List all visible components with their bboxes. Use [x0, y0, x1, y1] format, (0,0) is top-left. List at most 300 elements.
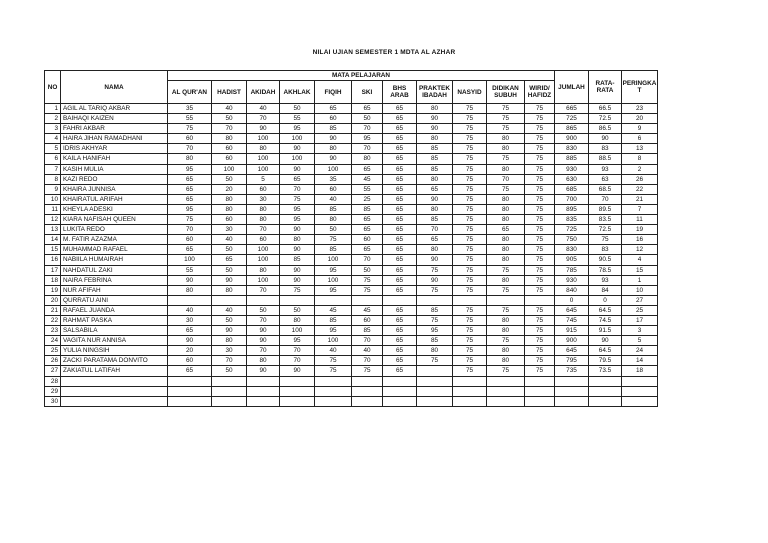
score-cell: [487, 295, 525, 305]
row-number: 14: [45, 235, 61, 245]
score-cell: 665: [555, 104, 589, 114]
header-no: NO: [45, 71, 61, 104]
score-cell: 70: [247, 285, 280, 295]
table-row: [45, 366, 658, 376]
score-cell: 70: [487, 174, 525, 184]
score-cell: 18: [622, 366, 658, 376]
score-cell: 21: [622, 194, 658, 204]
score-cell: 45: [315, 305, 352, 315]
score-cell: 75: [487, 104, 525, 114]
score-cell: 750: [555, 235, 589, 245]
student-name: MUHAMMAD RAFAEL: [61, 245, 168, 255]
score-cell: [315, 295, 352, 305]
score-cell: 75: [525, 255, 555, 265]
student-name: AGIL AL TARIQ AKBAR: [61, 104, 168, 114]
table-row: [45, 336, 658, 346]
score-cell: 75: [315, 235, 352, 245]
score-cell: 75: [525, 265, 555, 275]
row-number: 1: [45, 104, 61, 114]
score-cell: [555, 386, 589, 396]
student-name: [61, 396, 168, 406]
table-row: [45, 346, 658, 356]
score-cell: 685: [555, 184, 589, 194]
score-cell: 80: [487, 315, 525, 325]
table-row: [45, 326, 658, 336]
score-cell: 85: [417, 336, 453, 346]
score-cell: 72.5: [589, 114, 622, 124]
score-cell: 95: [280, 124, 315, 134]
score-cell: 75: [525, 124, 555, 134]
student-name: YULIA NINGSIH: [61, 346, 168, 356]
score-cell: 900: [555, 134, 589, 144]
table-row: [45, 194, 658, 204]
score-cell: 90: [247, 124, 280, 134]
score-cell: 75: [453, 204, 487, 214]
score-cell: 80: [212, 134, 247, 144]
score-cell: 80: [315, 215, 352, 225]
document-title: NILAI UJIAN SEMESTER 1 MDTA AL AZHAR: [312, 49, 456, 56]
score-cell: 65: [383, 356, 417, 366]
score-cell: 75: [453, 134, 487, 144]
score-cell: [525, 386, 555, 396]
row-number: 22: [45, 315, 61, 325]
score-cell: 40: [212, 305, 247, 315]
score-cell: 65: [352, 215, 383, 225]
table-row: [45, 184, 658, 194]
score-cell: 2: [622, 164, 658, 174]
score-cell: 70: [212, 356, 247, 366]
score-cell: 70: [417, 225, 453, 235]
score-cell: 40: [315, 194, 352, 204]
score-cell: 75: [525, 356, 555, 366]
score-cell: 65: [352, 245, 383, 255]
table-row: [45, 144, 658, 154]
score-cell: 80: [487, 326, 525, 336]
score-cell: 75: [487, 366, 525, 376]
row-number: 28: [45, 376, 61, 386]
score-cell: 60: [247, 184, 280, 194]
score-cell: 50: [315, 225, 352, 235]
score-cell: [417, 376, 453, 386]
score-cell: 75: [525, 134, 555, 144]
row-number: 5: [45, 144, 61, 154]
row-number: 17: [45, 265, 61, 275]
score-cell: 85: [417, 154, 453, 164]
score-cell: 100: [247, 164, 280, 174]
score-cell: [487, 386, 525, 396]
score-cell: 75: [487, 184, 525, 194]
score-cell: 91.5: [589, 326, 622, 336]
score-cell: 30: [212, 225, 247, 235]
row-number: 7: [45, 164, 61, 174]
score-cell: 79.5: [589, 356, 622, 366]
score-cell: [168, 376, 212, 386]
score-cell: 25: [352, 194, 383, 204]
score-cell: 70: [247, 346, 280, 356]
header-subject: AKHLAK: [280, 81, 315, 104]
score-cell: 74.5: [589, 315, 622, 325]
student-name: SALSABILA: [61, 326, 168, 336]
score-cell: 65: [383, 124, 417, 134]
score-cell: 75: [525, 184, 555, 194]
score-cell: 65: [383, 204, 417, 214]
score-cell: 13: [622, 144, 658, 154]
score-cell: 25: [622, 305, 658, 315]
score-cell: 85: [417, 144, 453, 154]
score-cell: 50: [212, 174, 247, 184]
score-cell: 68.5: [589, 184, 622, 194]
student-name: KHEYLA ADESKI: [61, 204, 168, 214]
score-cell: 65: [383, 366, 417, 376]
student-name: KASIH MULIA: [61, 164, 168, 174]
score-cell: 90: [417, 255, 453, 265]
score-cell: 50: [280, 305, 315, 315]
row-number: 26: [45, 356, 61, 366]
score-cell: 840: [555, 285, 589, 295]
student-name: NAIRA FEBRINA: [61, 275, 168, 285]
score-cell: 65: [383, 315, 417, 325]
score-cell: 70: [280, 184, 315, 194]
score-cell: 40: [212, 235, 247, 245]
score-cell: 75: [453, 154, 487, 164]
score-cell: 65: [383, 114, 417, 124]
score-cell: 90: [417, 114, 453, 124]
header-subject: SKI: [352, 81, 383, 104]
score-cell: 8: [622, 154, 658, 164]
table-row: [45, 265, 658, 275]
table-row: [45, 396, 658, 406]
score-cell: [453, 396, 487, 406]
score-cell: 100: [247, 275, 280, 285]
score-cell: 35: [168, 104, 212, 114]
score-cell: 80: [212, 204, 247, 214]
score-cell: 100: [280, 134, 315, 144]
score-cell: 80: [417, 204, 453, 214]
score-cell: 645: [555, 346, 589, 356]
score-cell: [417, 366, 453, 376]
score-cell: 65: [383, 104, 417, 114]
score-cell: [247, 396, 280, 406]
score-cell: 70: [352, 336, 383, 346]
score-cell: 700: [555, 194, 589, 204]
score-cell: 75: [487, 305, 525, 315]
score-cell: 65: [383, 265, 417, 275]
score-cell: 66.5: [589, 104, 622, 114]
score-cell: 5: [247, 174, 280, 184]
score-cell: 65: [487, 225, 525, 235]
score-cell: 12: [622, 245, 658, 255]
score-cell: 65: [168, 194, 212, 204]
score-cell: 100: [315, 164, 352, 174]
score-cell: 75: [453, 114, 487, 124]
score-cell: 85: [315, 315, 352, 325]
score-cell: 885: [555, 154, 589, 164]
score-cell: 70: [280, 346, 315, 356]
header-subject: AKIDAH: [247, 81, 280, 104]
score-cell: 60: [247, 235, 280, 245]
student-name: RAFAEL JUANDA: [61, 305, 168, 315]
row-number: 15: [45, 245, 61, 255]
score-cell: 78.5: [589, 265, 622, 275]
table-row: [45, 376, 658, 386]
score-cell: 80: [212, 285, 247, 295]
score-cell: 75: [525, 336, 555, 346]
score-cell: 80: [487, 194, 525, 204]
table-row: [45, 356, 658, 366]
header-subject: BHS ARAB: [383, 81, 417, 104]
score-cell: 75: [453, 184, 487, 194]
score-cell: 75: [352, 275, 383, 285]
score-cell: 645: [555, 305, 589, 315]
score-cell: [315, 386, 352, 396]
score-cell: 100: [315, 255, 352, 265]
table-row: [45, 164, 658, 174]
score-cell: 795: [555, 356, 589, 366]
row-number: 20: [45, 295, 61, 305]
score-cell: [589, 376, 622, 386]
score-cell: 35: [315, 174, 352, 184]
table-row: [45, 295, 658, 305]
score-cell: 20: [622, 114, 658, 124]
score-cell: 73.5: [589, 366, 622, 376]
table-row: [45, 124, 658, 134]
row-number: 3: [45, 124, 61, 134]
student-name: NABIILA HUMAIRAH: [61, 255, 168, 265]
score-cell: [280, 376, 315, 386]
score-cell: 725: [555, 114, 589, 124]
score-cell: 50: [280, 104, 315, 114]
score-cell: 75: [453, 245, 487, 255]
score-cell: 75: [417, 265, 453, 275]
score-cell: 75: [453, 194, 487, 204]
score-cell: 65: [168, 184, 212, 194]
score-cell: 9: [622, 124, 658, 134]
student-name: [61, 386, 168, 396]
student-name: KHAIRATUL ARIFAH: [61, 194, 168, 204]
score-cell: 19: [622, 225, 658, 235]
score-cell: 89.5: [589, 204, 622, 214]
score-cell: 50: [352, 114, 383, 124]
score-cell: 75: [453, 104, 487, 114]
score-cell: 60: [352, 235, 383, 245]
score-cell: 80: [417, 245, 453, 255]
score-cell: 865: [555, 124, 589, 134]
score-cell: 80: [280, 235, 315, 245]
score-cell: 80: [487, 215, 525, 225]
row-number: 21: [45, 305, 61, 315]
score-cell: 93: [589, 275, 622, 285]
score-cell: [622, 376, 658, 386]
score-cell: 65: [352, 104, 383, 114]
score-cell: 72.5: [589, 225, 622, 235]
score-cell: 95: [315, 285, 352, 295]
score-cell: 75: [525, 174, 555, 184]
score-cell: 75: [525, 225, 555, 235]
table-row: [45, 204, 658, 214]
score-cell: 80: [247, 215, 280, 225]
score-cell: 95: [352, 134, 383, 144]
score-cell: 80: [247, 265, 280, 275]
score-cell: 80: [487, 245, 525, 255]
score-cell: 90.5: [589, 255, 622, 265]
score-cell: 90: [280, 275, 315, 285]
student-name: [61, 376, 168, 386]
student-name: HAIRA JIHAN RAMADHANI: [61, 134, 168, 144]
score-cell: 630: [555, 174, 589, 184]
score-cell: 6: [622, 134, 658, 144]
score-cell: 75: [525, 194, 555, 204]
score-cell: 50: [212, 265, 247, 275]
score-cell: 90: [589, 336, 622, 346]
score-cell: 930: [555, 164, 589, 174]
table-row: [45, 114, 658, 124]
score-cell: [487, 396, 525, 406]
student-name: QURRATU AINI: [61, 295, 168, 305]
score-cell: 65: [212, 255, 247, 265]
score-cell: 16: [622, 235, 658, 245]
score-cell: 15: [622, 265, 658, 275]
score-cell: 65: [168, 174, 212, 184]
row-number: 6: [45, 154, 61, 164]
score-cell: 60: [168, 134, 212, 144]
score-cell: 65: [417, 184, 453, 194]
score-cell: 80: [212, 194, 247, 204]
table-row: [45, 215, 658, 225]
score-cell: 75: [453, 225, 487, 235]
score-cell: 100: [247, 255, 280, 265]
score-cell: 65: [168, 245, 212, 255]
score-cell: 60: [168, 235, 212, 245]
score-cell: 80: [168, 154, 212, 164]
score-cell: 0: [589, 295, 622, 305]
score-cell: 75: [525, 164, 555, 174]
score-cell: 75: [453, 235, 487, 245]
student-name: ZACKI PARATAMA DONVITO: [61, 356, 168, 366]
row-number: 25: [45, 346, 61, 356]
score-cell: 90: [168, 275, 212, 285]
row-number: 27: [45, 366, 61, 376]
score-cell: 50: [212, 366, 247, 376]
score-cell: 75: [487, 336, 525, 346]
score-cell: 20: [212, 184, 247, 194]
score-cell: 30: [247, 194, 280, 204]
score-cell: 75: [352, 366, 383, 376]
score-cell: 65: [383, 134, 417, 144]
score-cell: 75: [525, 275, 555, 285]
table-row: [45, 245, 658, 255]
score-cell: 100: [280, 154, 315, 164]
score-cell: 63: [589, 174, 622, 184]
score-cell: [453, 376, 487, 386]
table-row: [45, 315, 658, 325]
score-cell: 45: [352, 305, 383, 315]
score-cell: [383, 396, 417, 406]
header-subject: WIRID/ HAFIDZ: [525, 81, 555, 104]
score-cell: 75: [525, 315, 555, 325]
score-cell: 30: [168, 315, 212, 325]
score-cell: 80: [417, 134, 453, 144]
score-cell: [352, 396, 383, 406]
score-cell: 93: [589, 164, 622, 174]
score-cell: 84: [589, 285, 622, 295]
score-cell: 75: [525, 326, 555, 336]
score-cell: 75: [525, 114, 555, 124]
score-cell: [352, 376, 383, 386]
score-cell: [525, 295, 555, 305]
score-cell: 83: [589, 144, 622, 154]
table-row: [45, 104, 658, 114]
score-cell: 26: [622, 174, 658, 184]
header-subject: HADIST: [212, 81, 247, 104]
score-cell: [453, 295, 487, 305]
score-cell: 95: [280, 215, 315, 225]
score-cell: 75: [315, 366, 352, 376]
score-cell: 75: [525, 144, 555, 154]
score-cell: 75: [453, 315, 487, 325]
score-cell: 830: [555, 144, 589, 154]
student-name: KAZI REDO: [61, 174, 168, 184]
score-cell: 75: [453, 366, 487, 376]
score-cell: 100: [280, 326, 315, 336]
score-cell: 80: [487, 275, 525, 285]
header-subject: AL QUR'AN: [168, 81, 212, 104]
score-cell: [247, 295, 280, 305]
score-cell: 95: [280, 336, 315, 346]
score-cell: 80: [417, 104, 453, 114]
score-cell: 75: [525, 154, 555, 164]
score-cell: 65: [383, 164, 417, 174]
score-cell: 50: [212, 114, 247, 124]
score-cell: 65: [383, 336, 417, 346]
score-cell: 75: [453, 144, 487, 154]
score-cell: 85: [417, 305, 453, 315]
score-cell: 95: [315, 265, 352, 275]
score-cell: 80: [247, 144, 280, 154]
row-number: 19: [45, 285, 61, 295]
table-row: [45, 154, 658, 164]
score-cell: 90: [280, 245, 315, 255]
student-name: VAGITA NUR ANNISA: [61, 336, 168, 346]
table-row: [45, 235, 658, 245]
score-cell: 80: [247, 356, 280, 366]
score-cell: [417, 386, 453, 396]
score-cell: 100: [212, 164, 247, 174]
score-cell: 75: [453, 265, 487, 275]
score-cell: 65: [383, 235, 417, 245]
score-cell: 70: [352, 144, 383, 154]
score-cell: 785: [555, 265, 589, 275]
score-cell: 75: [417, 356, 453, 366]
row-number: 13: [45, 225, 61, 235]
score-cell: 75: [453, 305, 487, 315]
score-cell: 70: [352, 124, 383, 134]
score-cell: 725: [555, 225, 589, 235]
score-cell: 65: [383, 174, 417, 184]
header-subject: DIDIKAN SUBUH: [487, 81, 525, 104]
score-cell: 80: [315, 144, 352, 154]
score-cell: 75: [168, 215, 212, 225]
row-number: 30: [45, 396, 61, 406]
score-cell: [212, 396, 247, 406]
row-number: 16: [45, 255, 61, 265]
score-cell: 905: [555, 255, 589, 265]
score-cell: [168, 295, 212, 305]
student-name: RAHMAT PASKA: [61, 315, 168, 325]
score-cell: 80: [487, 204, 525, 214]
score-cell: 75: [589, 235, 622, 245]
table-row: [45, 305, 658, 315]
score-cell: 70: [280, 356, 315, 366]
